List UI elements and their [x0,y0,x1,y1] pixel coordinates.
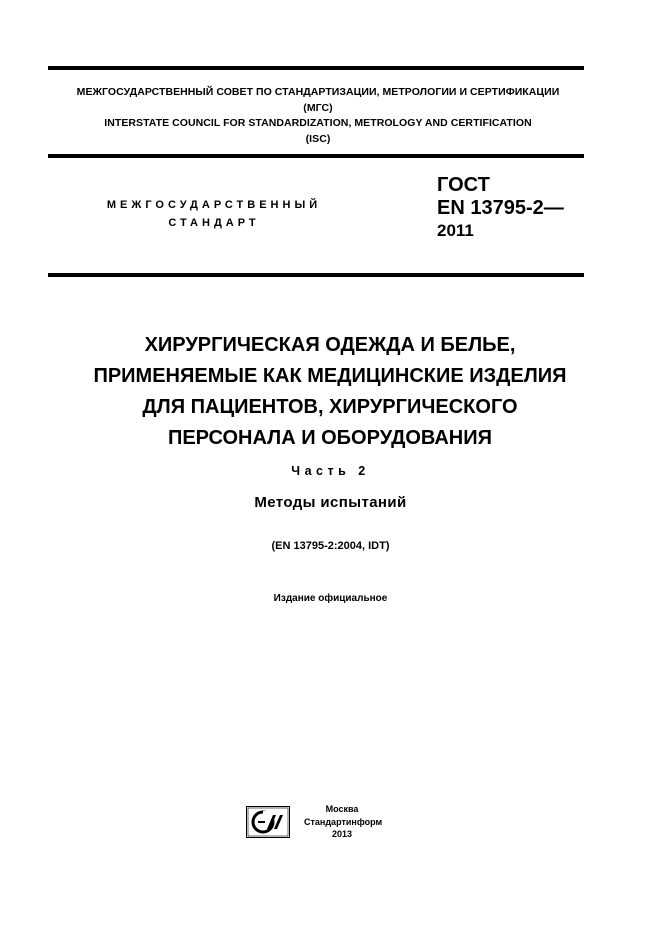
part-number: Часть 2 [291,464,370,478]
designation-number: EN 13795-2— [437,197,564,219]
publication-year: 2013 [331,829,353,839]
title-line: ХИРУРГИЧЕСКАЯ ОДЕЖДА И БЕЛЬЕ, [144,334,516,356]
designation-prefix: ГОСТ [437,174,490,196]
publisher-city: Москва [325,804,359,814]
standard-type-line2: СТАНДАРТ [168,217,260,229]
title-line: ДЛЯ ПАЦИЕНТОВ, ХИРУРГИЧЕСКОГО [142,396,518,418]
standard-designation [437,174,564,242]
standartinform-logo-icon [246,806,290,838]
council-abbr-ru: (МГС) [303,101,333,114]
standard-type-label [80,196,348,232]
council-name-ru: МЕЖГОСУДАРСТВЕННЫЙ СОВЕТ ПО СТАНДАРТИЗАЦИИ, МЕТРОЛОГИИ И СЕРТИФИКАЦИИ [76,86,560,98]
council-abbr-en: (ISC) [305,132,331,145]
top-rule [48,66,584,70]
designation-year: 2011 [437,221,474,240]
council-header [48,85,588,147]
publisher-block [304,803,383,841]
council-name-en: INTERSTATE COUNCIL FOR STANDARDIZATION, METROLOGY AND CERTIFICATION [104,117,532,129]
standard-type-line1: МЕЖГОСУДАРСТВЕННЫЙ [106,199,322,211]
edition-note: Издание официальное [273,593,388,604]
document-subtitle: Методы испытаний [254,494,407,511]
document-title [20,330,640,454]
header-divider [48,154,584,158]
publisher-name: Стандартинформ [304,816,383,827]
equivalence-note: (EN 13795-2:2004, IDT) [271,540,390,552]
title-line: ПЕРСОНАЛА И ОБОРУДОВАНИЯ [167,427,493,449]
title-divider [48,273,584,277]
title-line: ПРИМЕНЯЕМЫЕ КАК МЕДИЦИНСКИЕ ИЗДЕЛИЯ [93,365,567,387]
